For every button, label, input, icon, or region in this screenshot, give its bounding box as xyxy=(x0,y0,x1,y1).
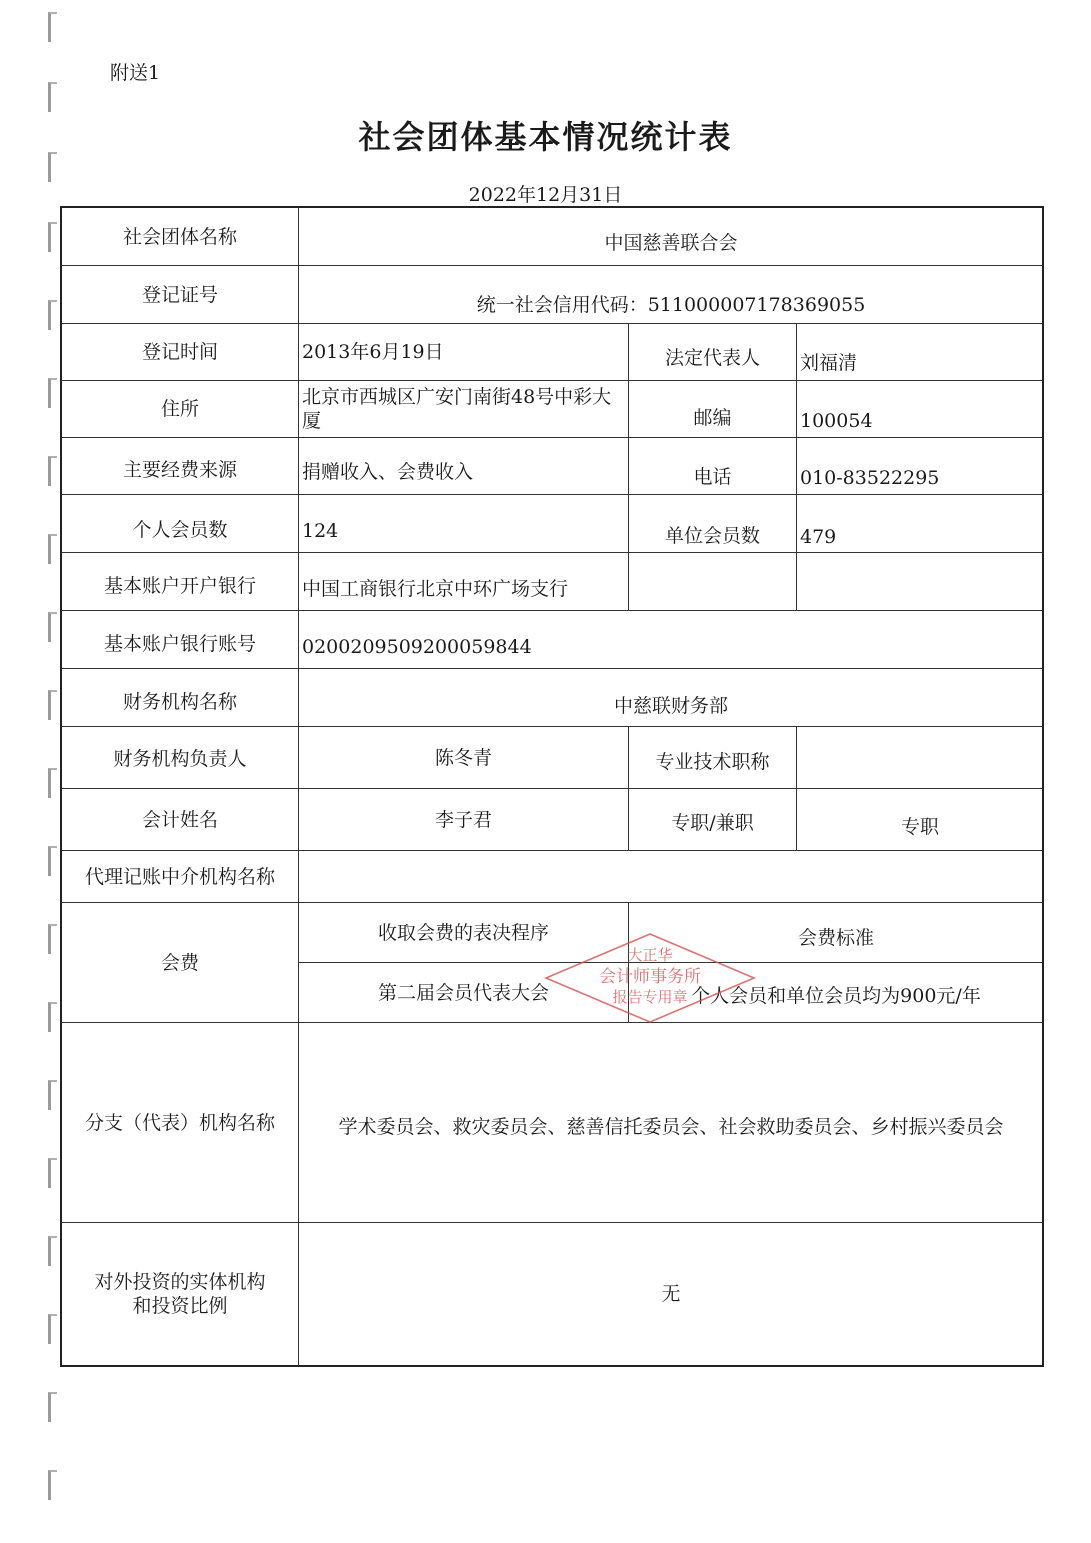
finance-head-value: 陈冬青 xyxy=(434,746,492,769)
finance-dept-label: 财务机构名称 xyxy=(122,690,237,713)
attachment-label: 附送1 xyxy=(110,62,161,84)
individual-members-label: 个人会员数 xyxy=(132,518,228,541)
prof-title-value xyxy=(797,727,1043,788)
legal-rep-label: 法定代表人 xyxy=(664,347,760,369)
binding-mark xyxy=(48,378,57,408)
fee-procedure-value: 第二届会员代表大会 xyxy=(377,981,549,1004)
address-label: 住所 xyxy=(160,398,199,420)
seal-line2: 会计师事务所 xyxy=(599,967,701,987)
phone-label: 电话 xyxy=(693,466,732,488)
address-value: 北京市西城区广安门南街48号中彩大厦 xyxy=(302,386,612,432)
binding-mark xyxy=(48,300,57,330)
investment-label xyxy=(62,1223,298,1365)
bank-account-value: 0200209509200059844 xyxy=(302,635,532,658)
reg-time-label: 登记时间 xyxy=(141,341,218,363)
reg-no-label: 登记证号 xyxy=(141,283,218,306)
binding-mark xyxy=(48,222,57,252)
finance-head-label: 财务机构负责人 xyxy=(113,747,247,770)
investment-value: 无 xyxy=(661,1283,681,1305)
unit-members-label: 单位会员数 xyxy=(664,524,760,547)
binding-mark xyxy=(48,924,57,954)
prof-title-label: 专业技术职称 xyxy=(655,750,770,773)
seal-line1: 大正华 xyxy=(627,946,673,964)
bank-value: 中国工商银行北京中环广场支行 xyxy=(302,577,569,600)
fulltime-value: 专职 xyxy=(900,815,939,838)
funding-label: 主要经费来源 xyxy=(122,459,237,481)
investment-label-line2: 和投资比例 xyxy=(132,1295,228,1317)
branches-label: 分支（代表）机构名称 xyxy=(84,1111,275,1134)
fee-procedure-label: 收取会费的表决程序 xyxy=(377,921,549,944)
binding-mark xyxy=(48,1470,57,1500)
binding-mark xyxy=(48,82,57,112)
fulltime-label: 专职/兼职 xyxy=(671,811,754,834)
agent-label: 代理记账中介机构名称 xyxy=(84,865,275,888)
binding-mark xyxy=(48,612,57,642)
org-name-label: 社会团体名称 xyxy=(122,225,237,248)
phone-value: 010-83522295 xyxy=(800,467,940,489)
binding-mark xyxy=(48,1080,57,1110)
binding-mark xyxy=(48,1314,57,1344)
binding-mark xyxy=(48,690,57,720)
branches-value: 学术委员会、救灾委员会、慈善信托委员会、社会救助委员会、乡村振兴委员会 xyxy=(338,1115,1004,1138)
accountant-value: 李子君 xyxy=(434,808,492,831)
binding-mark xyxy=(48,1236,57,1266)
binding-mark xyxy=(48,1392,57,1422)
agent-value xyxy=(299,851,1043,902)
unit-members-value: 479 xyxy=(800,525,837,548)
binding-mark xyxy=(48,1158,57,1188)
funding-value: 捐赠收入、会费收入 xyxy=(302,461,474,483)
finance-dept-value: 中慈联财务部 xyxy=(613,694,728,717)
binding-mark xyxy=(48,534,57,564)
binding-mark xyxy=(48,1002,57,1032)
postcode-label: 邮编 xyxy=(693,407,732,429)
reg-no-value: 统一社会信用代码：511000007178369055 xyxy=(476,293,866,316)
legal-rep-value: 刘福清 xyxy=(800,352,858,374)
binding-mark xyxy=(48,456,57,486)
fee-standard-value: 个人会员和单位会员均为900元/年 xyxy=(691,984,981,1007)
individual-members-value: 124 xyxy=(302,519,339,542)
investment-label-line1: 对外投资的实体机构 xyxy=(94,1271,266,1293)
page-title: 社会团体基本情况统计表 xyxy=(358,118,733,156)
binding-mark xyxy=(48,846,57,876)
reg-time-value: 2013年6月19日 xyxy=(302,341,444,363)
bank-account-label: 基本账户银行账号 xyxy=(103,632,256,655)
report-date: 2022年12月31日 xyxy=(468,184,623,206)
org-name-value: 中国慈善联合会 xyxy=(604,231,738,254)
fee-standard-label: 会费标准 xyxy=(797,926,874,949)
binding-mark xyxy=(48,12,57,42)
postcode-value: 100054 xyxy=(800,410,873,432)
fees-label: 会费 xyxy=(160,951,199,974)
seal-line3: 报告专用章 xyxy=(612,988,688,1006)
binding-mark xyxy=(48,768,57,798)
bank-label: 基本账户开户银行 xyxy=(103,574,256,597)
accountant-label: 会计姓名 xyxy=(141,808,218,831)
